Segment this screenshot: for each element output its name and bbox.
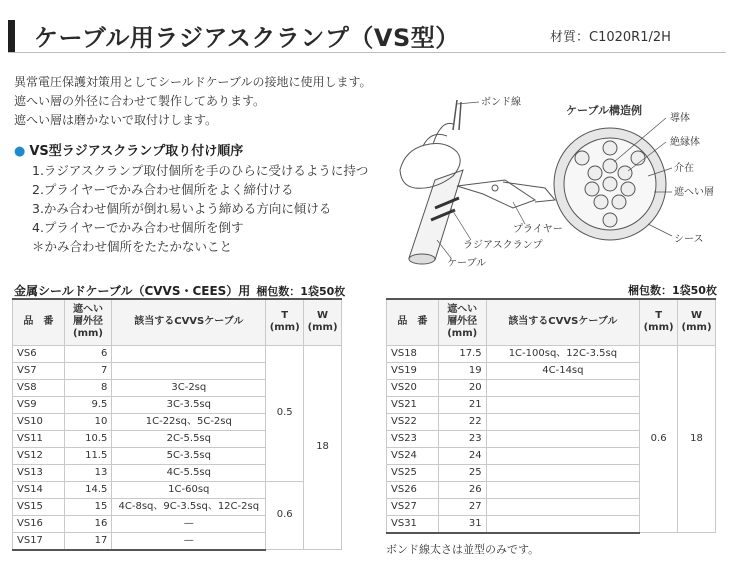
part-number-cell: VS26 [387, 481, 439, 498]
sheath-label: シース [674, 234, 704, 245]
part-number-cell: VS16 [13, 515, 65, 532]
shield-diameter-cell: 17 [64, 532, 112, 550]
part-number-cell: VS21 [387, 396, 439, 413]
left-table-title [14, 282, 345, 299]
applicable-cable-cell: — [112, 532, 266, 550]
table-row [387, 345, 716, 362]
page-title: ケーブル用ラジアスクランプ（VS型） [34, 24, 460, 52]
applicable-cable-cell: 3C-2sq [112, 379, 266, 396]
shield-diameter-cell: 10.5 [64, 430, 112, 447]
shield-diameter-cell: 13 [64, 464, 112, 481]
insulator-label: 絶縁体 [670, 137, 700, 148]
applicable-cable-cell [486, 447, 640, 464]
shield-diameter-cell: 25 [438, 464, 486, 481]
shield-diameter-cell: 16 [64, 515, 112, 532]
shield-diameter-cell: 8 [64, 379, 112, 396]
col-w-header: W (mm) [678, 299, 716, 345]
procedure-step-1: 1.ラジアスクランプ取付個所を手のひらに受けるように持つ [32, 163, 369, 178]
shield-label: 遮へい層 [674, 187, 714, 198]
applicable-cable-cell [112, 362, 266, 379]
part-number-cell: VS31 [387, 515, 439, 533]
col-t-header: T (mm) [266, 299, 304, 345]
right-spec-table [386, 298, 716, 534]
applicable-cable-cell: 5C-3.5sq [112, 447, 266, 464]
cable-label: ケーブル [447, 258, 487, 269]
shield-diameter-cell: 17.5 [438, 345, 486, 362]
right-table-pack: 梱包数：1袋50枚 [628, 284, 717, 297]
left-spec-table [12, 298, 342, 551]
thickness-cell: 0.5 [266, 345, 304, 481]
shield-diameter-cell: 7 [64, 362, 112, 379]
procedure-heading-text: VS型ラジアスクランプ取り付け順序 [29, 144, 244, 159]
col-t-header: T (mm) [640, 299, 678, 345]
cable-section-title: ケーブル構造例 [566, 104, 643, 117]
conductor-label: 導体 [670, 113, 690, 124]
left-table-title-text: 金属シールドケーブル（CVVS・CEES）用 [14, 284, 251, 298]
procedure-step-4: 4.プライヤーでかみ合わせ個所を倒す [32, 220, 244, 235]
col-diameter-header: 遮へい 層外径 (mm) [438, 299, 486, 345]
procedure-step-2: 2.プライヤーでかみ合わせ個所をよく締付ける [32, 182, 294, 197]
table-row [13, 345, 342, 362]
part-number-cell: VS10 [13, 413, 65, 430]
procedure-step-3: 3.かみ合わせ個所が倒れ易いよう締める方向に傾ける [32, 201, 332, 216]
applicable-cable-cell [486, 430, 640, 447]
shield-diameter-cell: 6 [64, 345, 112, 362]
shield-diameter-cell: 31 [438, 515, 486, 533]
part-number-cell: VS11 [13, 430, 65, 447]
procedure-note: ＊かみ合わせ個所をたたかないこと [32, 239, 233, 254]
part-number-cell: VS24 [387, 447, 439, 464]
part-number-cell: VS22 [387, 413, 439, 430]
part-number-cell: VS8 [13, 379, 65, 396]
left-table-pack: 梱包数：1袋50枚 [256, 285, 346, 298]
width-cell: 18 [304, 345, 342, 550]
shield-diameter-cell: 11.5 [64, 447, 112, 464]
pliers-label: プライヤー [513, 224, 563, 235]
part-number-cell: VS18 [387, 345, 439, 362]
applicable-cable-cell: 1C-100sq、12C-3.5sq [486, 345, 640, 362]
col-part-header: 品 番 [13, 299, 65, 345]
shield-diameter-cell: 26 [438, 481, 486, 498]
bond-wire-note: ボンド線太さは並型のみです。 [386, 543, 540, 556]
shield-diameter-cell: 9.5 [64, 396, 112, 413]
col-part-header: 品 番 [387, 299, 439, 345]
part-number-cell: VS19 [387, 362, 439, 379]
applicable-cable-cell [486, 413, 640, 430]
applicable-cable-cell: 1C-60sq [112, 481, 266, 498]
applicable-cable-cell: 1C-22sq、5C-2sq [112, 413, 266, 430]
part-number-cell: VS9 [13, 396, 65, 413]
procedure-heading [14, 140, 243, 159]
filler-label: 介在 [674, 163, 694, 174]
applicable-cable-cell [486, 379, 640, 396]
table-row [13, 481, 342, 498]
part-number-cell: VS25 [387, 464, 439, 481]
header-divider [8, 52, 726, 53]
col-cable-header: 該当するCVVSケーブル [112, 299, 266, 345]
title-accent-bar [8, 20, 15, 53]
cable-section-diagram [548, 96, 728, 256]
description-line-1: 異常電圧保護対策用としてシールドケーブルの接地に使用します。 [14, 75, 372, 89]
shield-diameter-cell: 21 [438, 396, 486, 413]
applicable-cable-cell [486, 481, 640, 498]
shield-diameter-cell: 10 [64, 413, 112, 430]
applicable-cable-cell: 2C-5.5sq [112, 430, 266, 447]
shield-diameter-cell: 15 [64, 498, 112, 515]
applicable-cable-cell [486, 396, 640, 413]
part-number-cell: VS14 [13, 481, 65, 498]
shield-diameter-cell: 22 [438, 413, 486, 430]
applicable-cable-cell: 3C-3.5sq [112, 396, 266, 413]
right-table-title [628, 282, 717, 298]
description-line-2: 遮へい層の外径に合わせて製作してあります。 [14, 94, 266, 108]
bond-wire-label: ボンド線 [481, 97, 521, 108]
col-w-header: W (mm) [304, 299, 342, 345]
part-number-cell: VS7 [13, 362, 65, 379]
applicable-cable-cell: — [112, 515, 266, 532]
clamp-label: ラジアスクランプ [463, 240, 543, 251]
applicable-cable-cell [486, 464, 640, 481]
part-number-cell: VS20 [387, 379, 439, 396]
part-number-cell: VS12 [13, 447, 65, 464]
applicable-cable-cell [112, 345, 266, 362]
shield-diameter-cell: 23 [438, 430, 486, 447]
applicable-cable-cell [486, 515, 640, 533]
applicable-cable-cell: 4C-14sq [486, 362, 640, 379]
part-number-cell: VS15 [13, 498, 65, 515]
shield-diameter-cell: 20 [438, 379, 486, 396]
applicable-cable-cell: 4C-8sq、9C-3.5sq、12C-2sq [112, 498, 266, 515]
thickness-cell: 0.6 [640, 345, 678, 533]
col-cable-header: 該当するCVVSケーブル [486, 299, 640, 345]
description-line-3: 遮へい層は磨かないで取付けします。 [14, 113, 218, 127]
shield-diameter-cell: 19 [438, 362, 486, 379]
shield-diameter-cell: 14.5 [64, 481, 112, 498]
col-diameter-header: 遮へい 層外径 (mm) [64, 299, 112, 345]
material-label: 材質：C1020R1/2H [550, 30, 671, 45]
thickness-cell: 0.6 [266, 481, 304, 550]
part-number-cell: VS13 [13, 464, 65, 481]
width-cell: 18 [678, 345, 716, 533]
applicable-cable-cell: 4C-5.5sq [112, 464, 266, 481]
bullet-icon: ● [14, 144, 26, 159]
shield-diameter-cell: 27 [438, 498, 486, 515]
shield-diameter-cell: 24 [438, 447, 486, 464]
part-number-cell: VS23 [387, 430, 439, 447]
part-number-cell: VS6 [13, 345, 65, 362]
part-number-cell: VS17 [13, 532, 65, 550]
part-number-cell: VS27 [387, 498, 439, 515]
applicable-cable-cell [486, 498, 640, 515]
